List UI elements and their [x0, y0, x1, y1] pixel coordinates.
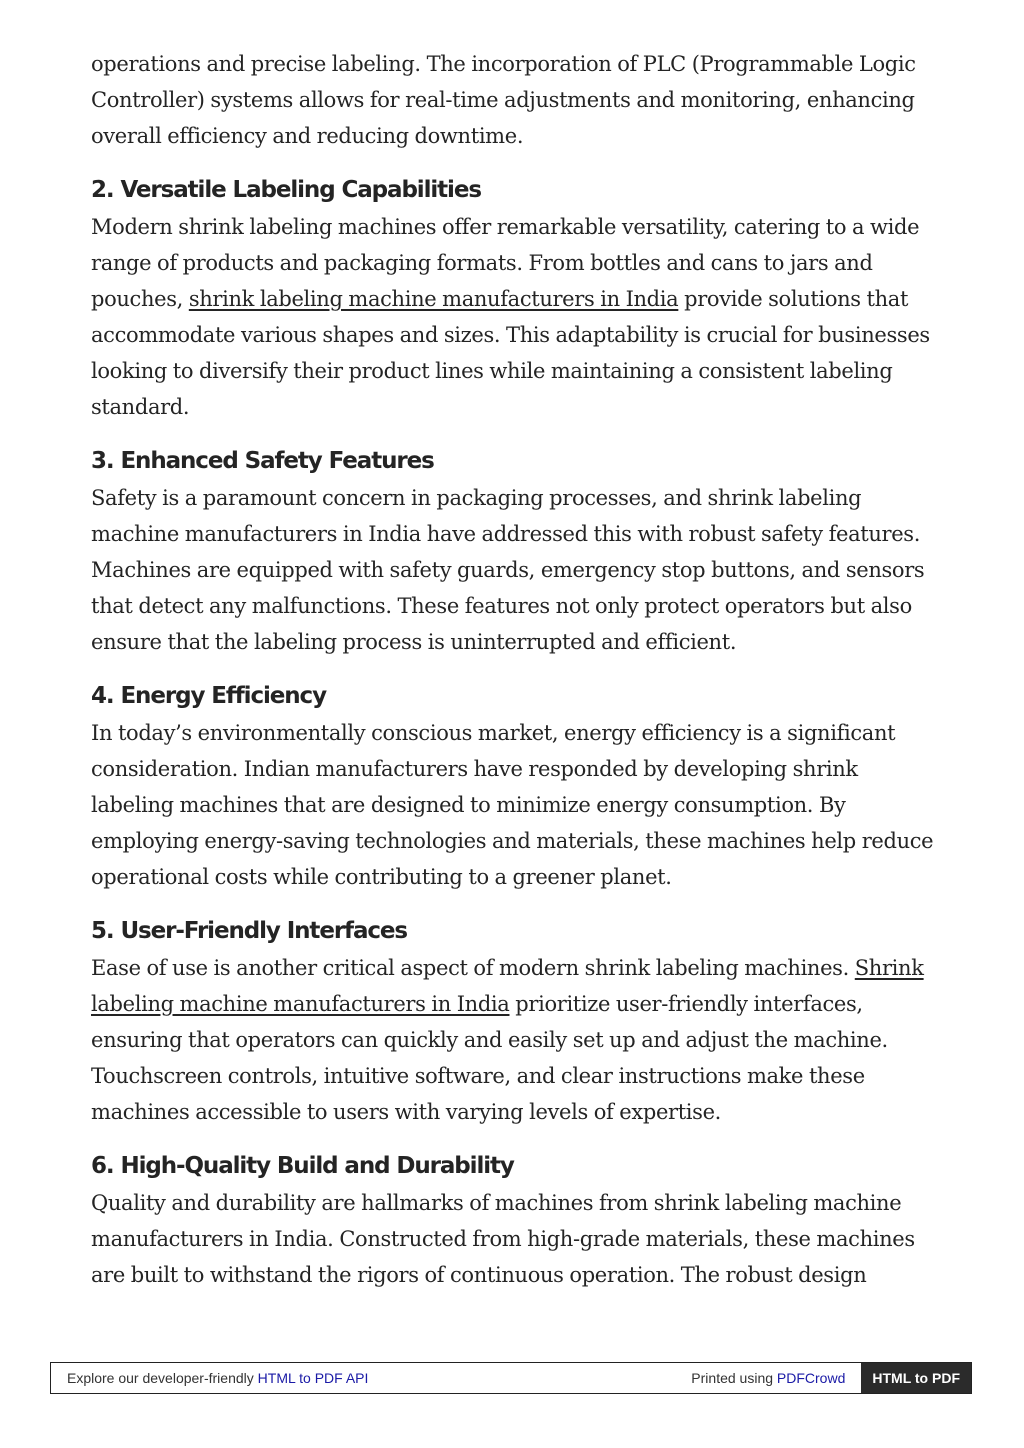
footer-explore	[51, 1370, 691, 1386]
manufacturers-link[interactable]: Shrink labeling machine manufacturers in India	[91, 956, 924, 1016]
intro-paragraph: operations and precise labeling. The incorporation of PLC (Programmable Logic Controller) systems allows for real-time adjustments and monitoring, enhancing overall efficiency and reducing downtime.	[91, 52, 916, 148]
pdf-footer-bar	[50, 1362, 972, 1394]
paragraph-text: Modern shrink labeling machines offer remarkable versatility, catering to a wide range of products and packaging formats. From bottles and cans to jars and pouches,	[91, 215, 920, 311]
section-paragraph-durability: Quality and durability are hallmarks of machines from shrink labeling machine manufacturers in India. Constructed from high-grade materials, these machines are built to withstand the rigors of continuous operation. The robust design	[91, 1191, 915, 1287]
article-body	[91, 46, 936, 1293]
footer-printed	[691, 1370, 861, 1386]
footer-explore-text: Explore our developer-friendly	[67, 1370, 258, 1386]
section-heading-interfaces: 5. User-Friendly Interfaces	[91, 918, 408, 944]
section-paragraph-energy: In today’s environmentally conscious market, energy efficiency is a significant consideration. Indian manufacturers have responded by developing shrink labeling machines that are designed to minimize energy consumption. By employing energy-saving technologies and materials, these machines help reduce operational costs while contributing to a greener planet.	[91, 721, 934, 889]
section-paragraph-safety: Safety is a paramount concern in packaging processes, and shrink labeling machine manufacturers in India have addressed this with robust safety features. Machines are equipped with safety guards, emergency stop buttons, and sensors that detect any malfunctions. These features not only protect operators but also ensure that the labeling process is uninterrupted and efficient.	[91, 486, 925, 654]
paragraph-text: Ease of use is another critical aspect of modern shrink labeling machines.	[91, 956, 855, 980]
html-to-pdf-api-link[interactable]: HTML to PDF API	[257, 1370, 369, 1386]
paragraph-text: prioritize user-friendly interfaces, ensuring that operators can quickly and easily set up and adjust the machine. Touchscreen controls, intuitive software, and clear instructions make these machines accessible to users with varying levels of expertise.	[91, 992, 888, 1124]
section-heading-durability: 6. High-Quality Build and Durability	[91, 1153, 514, 1179]
section-paragraph-interfaces	[91, 950, 936, 1130]
section-heading-safety: 3. Enhanced Safety Features	[91, 448, 434, 474]
footer-printed-text: Printed using	[691, 1370, 777, 1386]
section-heading-energy: 4. Energy Efficiency	[91, 683, 326, 709]
paragraph-text: provide solutions that accommodate various shapes and sizes. This adaptability is crucial for businesses looking to diversify their product lines while maintaining a consistent labeling standard.	[91, 287, 930, 419]
manufacturers-link[interactable]: shrink labeling machine manufacturers in India	[188, 287, 679, 311]
section-heading-versatile: 2. Versatile Labeling Capabilities	[91, 177, 481, 203]
html-to-pdf-badge[interactable]: HTML to PDF	[861, 1363, 971, 1393]
pdfcrowd-link[interactable]: PDFCrowd	[776, 1370, 846, 1386]
section-paragraph-versatile	[91, 209, 936, 425]
